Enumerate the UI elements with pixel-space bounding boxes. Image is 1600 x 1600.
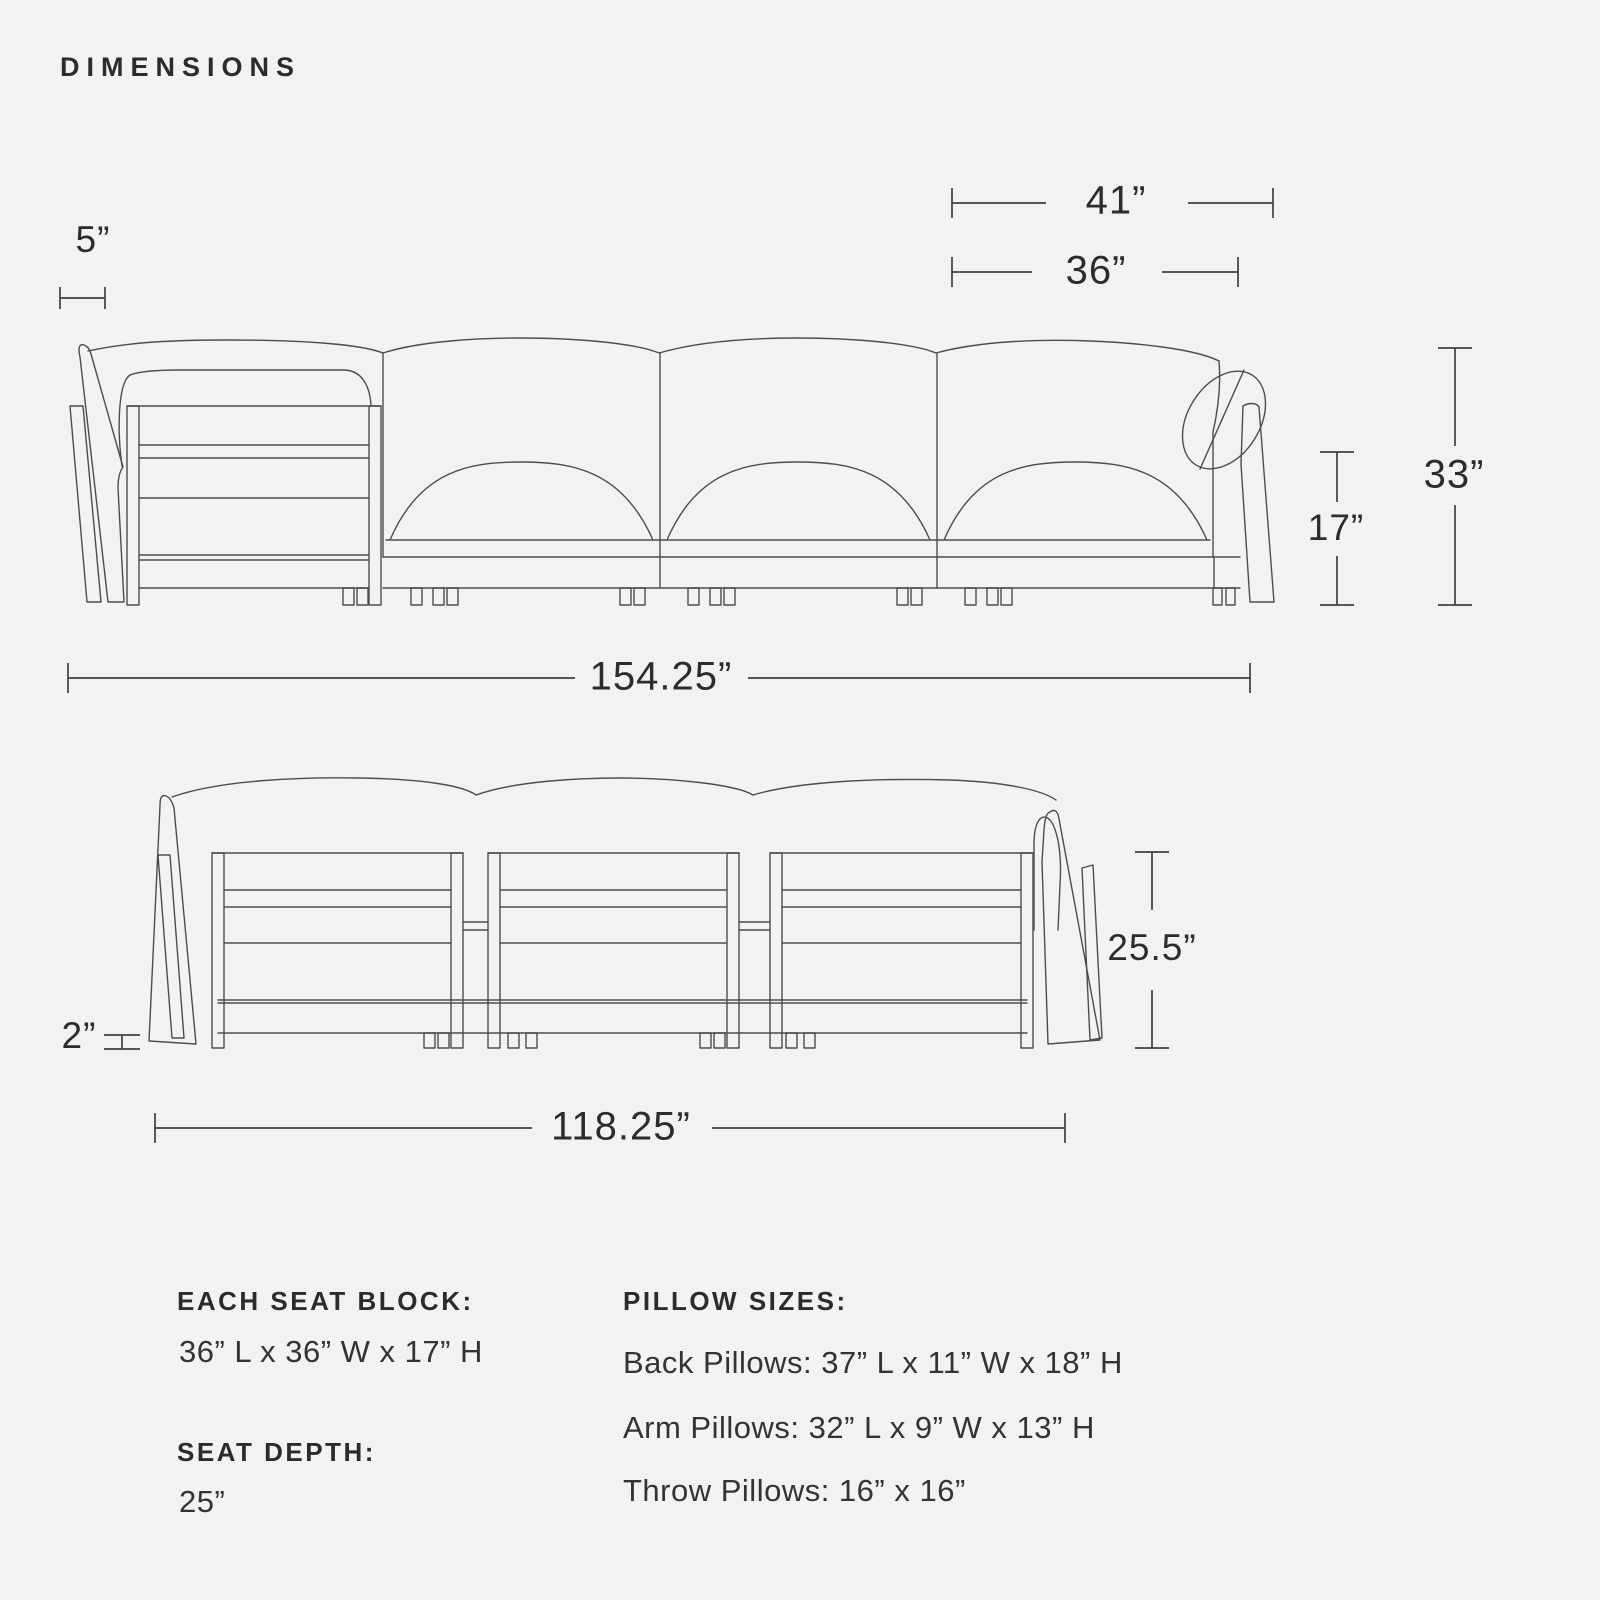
dim-label-corner-seat-depth: 36” <box>1065 248 1127 293</box>
pillow-heading: PILLOW SIZES: <box>623 1286 848 1316</box>
seat-depth-heading: SEAT DEPTH: <box>177 1437 376 1467</box>
dim-line-back-panel-width <box>60 287 105 309</box>
back-frame-1 <box>212 853 463 1048</box>
dim-label-back-height: 25.5” <box>1107 927 1197 968</box>
front-bolster-pillow <box>1165 356 1282 484</box>
dim-label-back-overall-width: 118.25” <box>551 1104 691 1149</box>
front-seat-cushions <box>386 462 1210 540</box>
front-base <box>383 557 1240 588</box>
pillow-item-throw: Throw Pillows: 16” x 16” <box>623 1473 966 1508</box>
dim-line-leg-height <box>104 1035 140 1049</box>
front-legs <box>343 588 1235 605</box>
back-right-arm <box>1042 810 1100 1044</box>
pillow-item-back: Back Pillows: 37” L x 11” W x 18” H <box>623 1345 1123 1380</box>
front-view-drawing <box>70 338 1283 605</box>
front-corner-cushion <box>119 370 371 466</box>
back-frame-3 <box>770 853 1033 1048</box>
pillow-item-arm: Arm Pillows: 32” L x 9” W x 13” H <box>623 1410 1095 1445</box>
dim-label-corner-overall-depth: 41” <box>1085 178 1147 223</box>
seat-block-value: 36” L x 36” W x 17” H <box>179 1334 483 1369</box>
back-right-panel <box>1082 865 1102 1040</box>
back-legs <box>424 1033 815 1048</box>
back-cushion-topline <box>172 778 1056 800</box>
seat-depth-value: 25” <box>179 1484 226 1519</box>
dim-label-leg-height: 2” <box>61 1015 97 1056</box>
seat-block-heading: EACH SEAT BLOCK: <box>177 1286 474 1316</box>
dim-label-overall-height: 33” <box>1423 452 1485 497</box>
front-left-arm <box>79 345 124 602</box>
front-module-seams <box>383 353 1220 557</box>
back-view-drawing <box>149 778 1102 1048</box>
back-right-cushion <box>1034 817 1061 930</box>
dim-label-back-panel-width: 5” <box>75 219 111 260</box>
back-left-panel <box>158 855 184 1038</box>
back-base <box>218 1000 1027 1033</box>
front-corner-frame <box>127 406 381 605</box>
dim-label-seat-height: 17” <box>1307 507 1365 548</box>
back-left-arm <box>149 796 196 1044</box>
back-module-connectors <box>463 922 770 930</box>
page-title: DIMENSIONS <box>60 52 302 82</box>
dim-label-front-overall-width: 154.25” <box>589 654 733 699</box>
front-back-cushion-topline <box>88 338 1219 361</box>
back-frame-2 <box>488 853 739 1048</box>
